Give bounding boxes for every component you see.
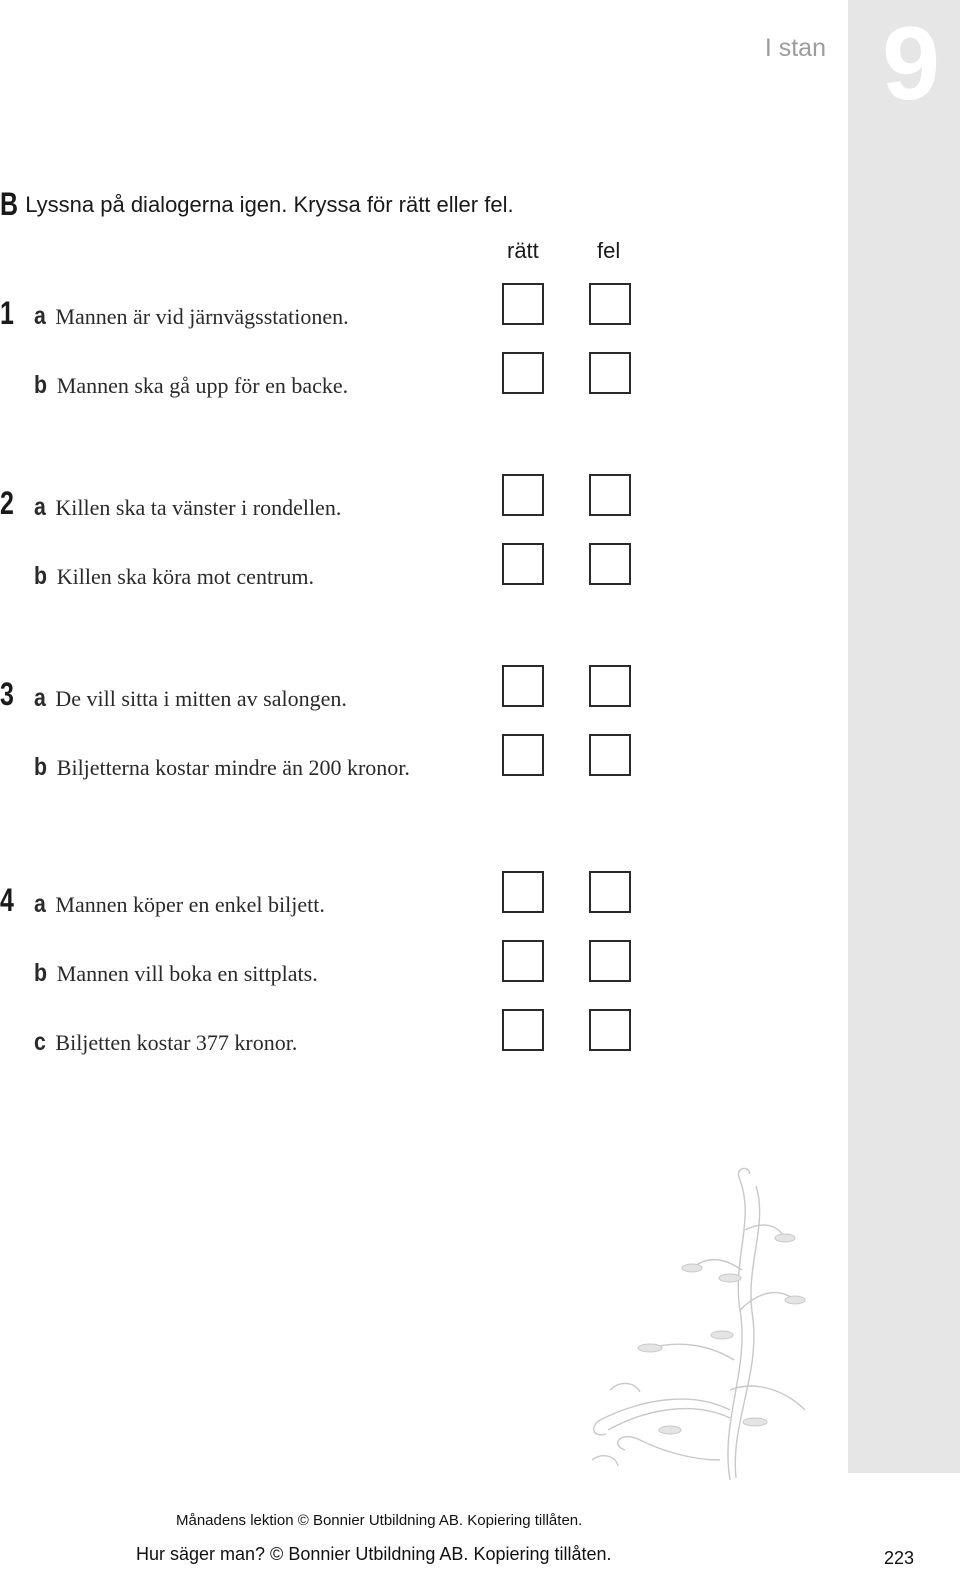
- checkbox-3a-correct[interactable]: [502, 665, 544, 707]
- question-1a: [34, 302, 349, 331]
- checkbox-4a-correct[interactable]: [502, 871, 544, 913]
- page-number: 223: [884, 1548, 915, 1568]
- item-letter: a: [34, 890, 46, 918]
- statement-text: Biljetterna kostar mindre än 200 kronor.: [56, 755, 410, 780]
- question-number-4: 4: [0, 882, 14, 918]
- checkbox-3a-wrong[interactable]: [589, 665, 631, 707]
- question-number-2: 2: [0, 485, 14, 521]
- checkbox-3b-wrong[interactable]: [589, 734, 631, 776]
- floral-ornament: [580, 1160, 820, 1490]
- column-header-correct: rätt: [507, 238, 539, 263]
- footer-copyright-1: Månadens lektion © Bonnier Utbildning AB. Kopiering tillåten.: [176, 1512, 583, 1529]
- statement-text: Mannen vill boka en sittplats.: [56, 961, 318, 986]
- question-number-1: 1: [0, 295, 14, 331]
- item-letter: a: [34, 302, 46, 330]
- statement-text: De vill sitta i mitten av salongen.: [55, 686, 347, 711]
- question-3b: [34, 753, 410, 782]
- statement-text: Mannen köper en enkel biljett.: [55, 892, 325, 917]
- question-4a: [34, 890, 325, 919]
- item-letter: c: [34, 1028, 46, 1056]
- item-letter: b: [34, 959, 47, 987]
- checkbox-2a-correct[interactable]: [502, 474, 544, 516]
- question-1b: [34, 371, 348, 400]
- checkbox-4c-correct[interactable]: [502, 1009, 544, 1051]
- question-4b: [34, 959, 318, 988]
- checkbox-3b-correct[interactable]: [502, 734, 544, 776]
- checkbox-2a-wrong[interactable]: [589, 474, 631, 516]
- question-3a: [34, 684, 347, 713]
- statement-text: Killen ska köra mot centrum.: [56, 564, 314, 589]
- statement-text: Killen ska ta vänster i rondellen.: [55, 495, 342, 520]
- checkbox-1b-wrong[interactable]: [589, 352, 631, 394]
- statement-text: Mannen ska gå upp för en backe.: [56, 373, 349, 398]
- item-letter: a: [34, 493, 46, 521]
- side-band: [848, 0, 960, 1473]
- checkbox-1a-wrong[interactable]: [589, 283, 631, 325]
- item-letter: b: [34, 562, 47, 590]
- checkbox-4c-wrong[interactable]: [589, 1009, 631, 1051]
- question-2a: [34, 493, 341, 522]
- section-letter: B: [0, 186, 19, 222]
- chapter-title: I stan: [764, 34, 826, 62]
- checkbox-2b-correct[interactable]: [502, 543, 544, 585]
- item-letter: b: [34, 753, 47, 781]
- checkbox-1a-correct[interactable]: [502, 283, 544, 325]
- footer-copyright-2: Hur säger man? © Bonnier Utbildning AB. Kopiering tillåten.: [136, 1544, 612, 1564]
- chapter-number: 9: [882, 6, 938, 122]
- question-2b: [34, 562, 314, 591]
- checkbox-4b-correct[interactable]: [502, 940, 544, 982]
- question-number-3: 3: [0, 676, 14, 712]
- question-4c: [34, 1028, 297, 1057]
- checkbox-4b-wrong[interactable]: [589, 940, 631, 982]
- item-letter: a: [34, 684, 46, 712]
- checkbox-2b-wrong[interactable]: [589, 543, 631, 585]
- section-instruction: Lyssna på dialogerna igen. Kryssa för rätt eller fel.: [25, 192, 514, 217]
- section-heading: [0, 186, 514, 223]
- statement-text: Biljetten kostar 377 kronor.: [55, 1030, 298, 1055]
- checkbox-4a-wrong[interactable]: [589, 871, 631, 913]
- statement-text: Mannen är vid järnvägsstationen.: [55, 304, 349, 329]
- column-header-wrong: fel: [597, 238, 621, 263]
- checkbox-1b-correct[interactable]: [502, 352, 544, 394]
- item-letter: b: [34, 371, 47, 399]
